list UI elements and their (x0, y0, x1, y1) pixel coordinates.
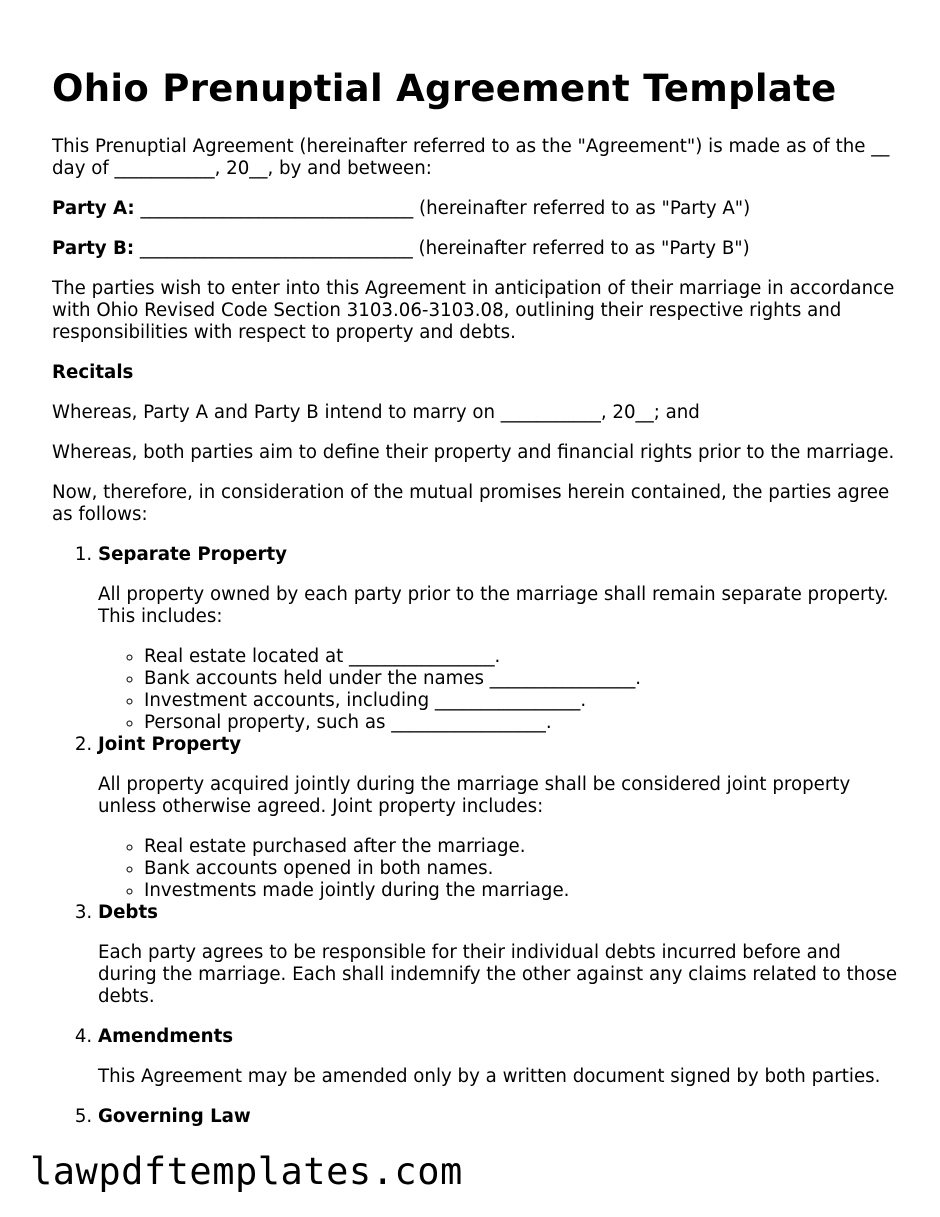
section-title: Amendments (98, 1026, 234, 1047)
list-item: ◦ Real estate purchased after the marriage. (144, 836, 902, 858)
now-therefore-paragraph: Now, therefore, in consideration of the mutual promises herein contained, the parties agree as follows: (52, 482, 890, 525)
purpose-paragraph: The parties wish to enter into this Agreement in anticipation of their marriage in accordance with Ohio Revised Code Section 3103.06-3103.08, outlining their respective rights and responsibilities with respect to property and debts. (52, 278, 895, 343)
watermark-text: lawpdftemplates.com (30, 1150, 463, 1193)
section-body: All property acquired jointly during the marriage shall be considered joint property unless otherwise agreed. Joint property includes: (98, 774, 851, 817)
section-amendments (98, 1026, 902, 1088)
party-a-text: ______________________________ (hereinafter referred to as "Party A") (134, 198, 751, 219)
recital-2: Whereas, both parties aim to define their property and financial rights prior to the marriage. (52, 442, 895, 463)
section-body: Each party agrees to be responsible for their individual debts incurred before and during the marriage. Each shall indemnify the other against any claims related to those debts. (98, 942, 898, 1007)
party-a-line (52, 198, 902, 220)
section-debts (98, 902, 902, 1008)
party-b-label: Party B: (52, 238, 135, 259)
document-page (52, 0, 902, 1128)
list-item: ◦ Investments made jointly during the marriage. (144, 880, 902, 902)
section-title: Governing Law (98, 1106, 251, 1127)
section-bullets (98, 836, 902, 902)
sections-list (52, 544, 902, 1128)
section-body: This Agreement may be amended only by a written document signed by both parties. (98, 1066, 881, 1087)
section-joint-property (98, 734, 902, 902)
section-governing-law (98, 1106, 902, 1128)
list-item: ◦ Bank accounts opened in both names. (144, 858, 902, 880)
section-title: Joint Property (98, 734, 242, 755)
document-title: Ohio Prenuptial Agreement Template (52, 67, 837, 110)
recital-1: Whereas, Party A and Party B intend to marry on ___________, 20__; and (52, 402, 700, 423)
list-item: ◦ Bank accounts held under the names ________________. (144, 668, 902, 690)
intro-paragraph: This Prenuptial Agreement (hereinafter referred to as the "Agreement") is made as of the __ day of ___________, 20__, by and between: (52, 136, 890, 179)
list-item: ◦ Real estate located at ________________. (144, 646, 902, 668)
section-title: Separate Property (98, 544, 287, 565)
party-a-label: Party A: (52, 198, 135, 219)
section-separate-property (98, 544, 902, 734)
list-item: ◦ Investment accounts, including ________________. (144, 690, 902, 712)
party-b-line (52, 238, 902, 260)
list-item: ◦ Personal property, such as _________________. (144, 712, 902, 734)
recitals-heading: Recitals (52, 362, 134, 383)
section-body: All property owned by each party prior to the marriage shall remain separate property. This includes: (98, 584, 889, 627)
section-title: Debts (98, 902, 158, 923)
section-bullets (98, 646, 902, 734)
party-b-text: ______________________________ (hereinafter referred to as "Party B") (134, 238, 750, 259)
